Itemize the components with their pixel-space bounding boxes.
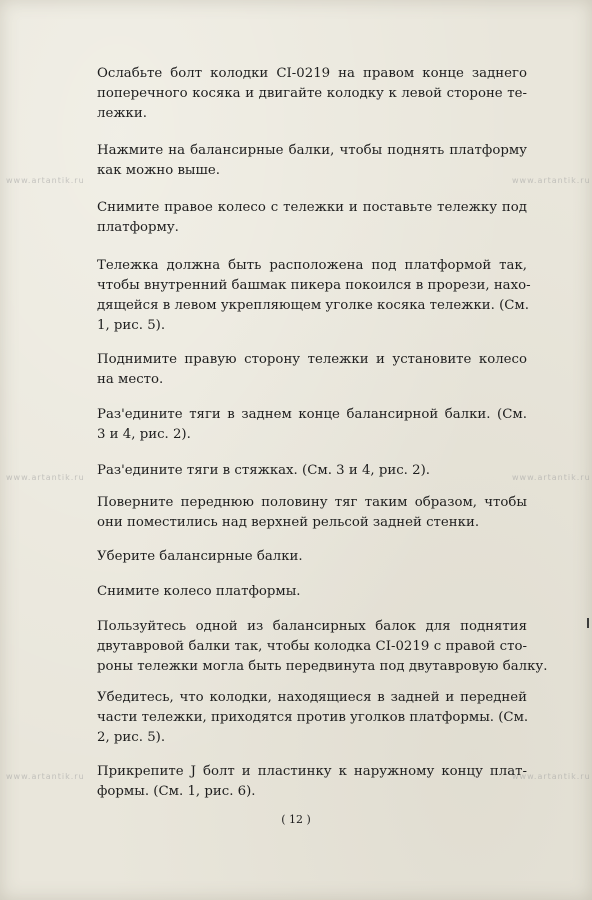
text-line: Снимите правое колесо с тележки и поставьте тележку под (97, 200, 527, 215)
text-line: Пользуйтесь одной из балансирных балок для поднятия (97, 619, 527, 634)
paragraph (97, 617, 548, 677)
watermark-left-middle: www.artantik.ru (6, 473, 85, 482)
paragraph (97, 64, 527, 124)
text-line: части тележки, приходятся против уголков платформы. (См. (97, 710, 529, 725)
text-line: Нажмите на балансирные балки, чтобы поднять платформу (97, 143, 527, 158)
paragraph (97, 688, 527, 748)
page-edge-mark (587, 618, 589, 628)
text-line: Поднимите правую сторону тележки и установите колесо (97, 352, 527, 367)
paragraph (97, 405, 527, 445)
text-line: 3 и 4, рис. 2). (97, 427, 191, 442)
paragraph (97, 547, 527, 567)
paragraph (97, 256, 531, 336)
text-line: формы. (См. 1, рис. 6). (97, 784, 256, 799)
text-line: двутавровой балки так, чтобы колодка CI-0219 с правой сто- (97, 639, 527, 654)
text-line: дящейся в левом укрепляющем уголке косяка тележки. (См. (97, 298, 530, 313)
paragraph (97, 493, 527, 533)
paragraph (97, 350, 527, 390)
text-line: они поместились над верхней рельсой задней стенки. (97, 515, 480, 530)
text-line: Тележка должна быть расположена под платформой так, (97, 258, 527, 273)
text-line: на место. (97, 372, 164, 387)
text-line: платформу. (97, 220, 179, 235)
text-line: Ослабьте болт колодки CI-0219 на правом конце заднего (97, 66, 527, 81)
text-line: роны тележки могла быть передвинута под двутавровую балку. (97, 659, 548, 674)
watermark-left-bottom: www.artantik.ru (6, 772, 85, 781)
text-line: Прикрепите J болт и пластинку к наружному концу плат- (97, 764, 527, 779)
page-number: ( 12 ) (281, 813, 311, 826)
watermark-right-top: www.artantik.ru (512, 176, 591, 185)
text-line: Раз'едините тяги в заднем конце балансирной балки. (См. (97, 407, 527, 422)
text-line: Поверните переднюю половину тяг таким образом, чтобы (97, 495, 527, 510)
paragraph (97, 582, 527, 602)
paragraph (97, 461, 527, 481)
text-line: лежки. (97, 106, 147, 121)
paragraph (97, 141, 527, 181)
text-line: поперечного косяка и двигайте колодку к левой стороне те- (97, 86, 527, 101)
text-line: Уберите балансирные балки. (97, 549, 303, 564)
text-line: Раз'едините тяги в стяжках. (См. 3 и 4, рис. 2). (97, 463, 431, 478)
text-line: как можно выше. (97, 163, 220, 178)
text-line: 1, рис. 5). (97, 318, 166, 333)
paragraph (97, 198, 527, 238)
text-line: Убедитесь, что колодки, находящиеся в задней и передней (97, 690, 527, 705)
text-line: Снимите колесо платформы. (97, 584, 301, 599)
watermark-right-middle: www.artantik.ru (512, 473, 591, 482)
paragraph (97, 762, 527, 802)
watermark-right-bottom: www.artantik.ru (512, 772, 591, 781)
text-line: чтобы внутренний башмак пикера покоился в прорези, нахо- (97, 278, 531, 293)
watermark-left-top: www.artantik.ru (6, 176, 85, 185)
text-line: 2, рис. 5). (97, 730, 166, 745)
